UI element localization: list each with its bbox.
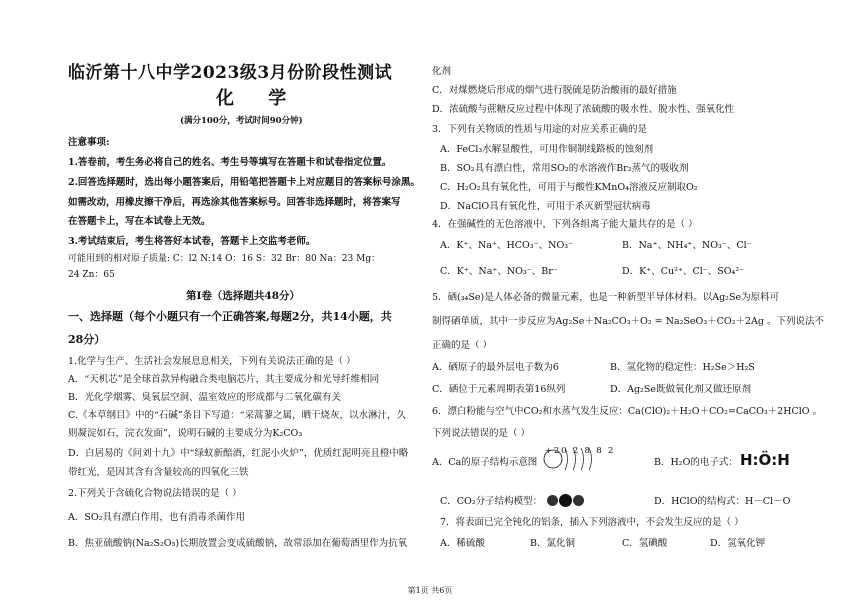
q7-option-d: D．氢氧化钾 bbox=[710, 538, 766, 549]
q7-stem: 7．将表面已完全钝化的铝条，插入下列溶液中，不会发生反应的是（ ） bbox=[440, 517, 744, 528]
q3-option-a: A．FeCl₃水解显酸性，可用作铜制线路板的蚀刻剂 bbox=[440, 144, 654, 155]
q3-option-c: C．H₂O₂具有氧化性，可用于与酸性KMnO₄溶液反应制取O₂ bbox=[440, 182, 698, 193]
q4-option-d: D．K⁺、Cu²⁺、Cl⁻、SO₄²⁻ bbox=[622, 266, 745, 277]
q3-option-d: D．NaClO具有氧化性，可用于杀灭新型冠状病毒 bbox=[440, 201, 651, 212]
q1-option-c-b: 则凝淀如石，浣衣发面”，说明石碱的主要成分为K₂CO₃ bbox=[68, 428, 303, 439]
note-2a: 2.回答选择题时，选出每小题答案后，用铅笔把答题卡上对应题目的答案标号涂黑。 bbox=[68, 177, 420, 188]
q6-option-d: D．HClO的结构式：H－Cl－O bbox=[654, 496, 791, 507]
q7-option-a: A．稀硫酸 bbox=[440, 538, 485, 549]
q2-option-c: C．对煤燃烧后形成的烟气进行脱硫是防治酸雨的最好措施 bbox=[432, 85, 677, 96]
note-2b: 如需改动，用橡皮擦干净后，再选涂其他答案标号。回答非选择题时，将答案写 bbox=[68, 197, 401, 208]
page-footer: 第1页 共6页 bbox=[407, 586, 453, 595]
q6-stem-a: 6．漂白粉能与空气中CO₂和水蒸气发生反应：Ca(ClO)₂＋H₂O＋CO₂=CaCO₃＋2HClO 。 bbox=[432, 406, 823, 417]
q4-option-a: A．K⁺、Na⁺、HCO₃⁻、NO₃⁻ bbox=[440, 240, 574, 251]
q1-option-a: A．“天机芯”是全球首款异构融合类电脑芯片，其主要成分和光导纤维相同 bbox=[68, 374, 380, 385]
q5-option-a: A．硒原子的最外层电子数为6 bbox=[432, 362, 559, 373]
note-2c: 在答题卡上，写在本试卷上无效。 bbox=[68, 216, 211, 227]
q1-option-b: B．光化学烟雾、臭氧层空洞、温室效应的形成都与二氧化碳有关 bbox=[68, 392, 341, 403]
q4-option-c: C．K⁺、Na⁺、NO₃⁻、Br⁻ bbox=[440, 266, 558, 277]
q5-option-d: D．Ag₂Se既做氧化剂又做还原剂 bbox=[610, 384, 751, 395]
q2-option-b-cont: 化剂 bbox=[432, 66, 452, 77]
q7-option-c: C．氢碘酸 bbox=[622, 538, 668, 549]
q3-stem: 3．下列有关物质的性质与用途的对应关系正确的是 bbox=[432, 124, 648, 135]
q6-option-a: A．Ca的原子结构示意图 bbox=[432, 457, 538, 468]
subject-title: 化 学 bbox=[216, 88, 301, 109]
score-time: (满分100分，考试时间90分钟) bbox=[180, 116, 303, 126]
q5-option-c: C．硒位于元素周期表第16纵列 bbox=[432, 384, 566, 395]
q5-stem-b: 制得硒单质，其中一步反应为Ag₂Se＋Na₂CO₃＋O₂ = Na₂SeO₃＋CO₂＋2Ag 。下列说法不 bbox=[432, 316, 825, 327]
co2-oxygen-right bbox=[573, 495, 584, 506]
notes-heading: 注意事项: bbox=[68, 137, 110, 148]
q7-option-b: B．氯化铜 bbox=[530, 538, 575, 549]
co2-oxygen-left bbox=[547, 495, 558, 506]
q2-stem: 2.下列关于含硫化合物说法错误的是（ ） bbox=[68, 488, 242, 499]
exam-title: 临沂第十八中学2023级3月份阶段性测试 bbox=[68, 63, 393, 83]
q5-stem-a: 5．硒(₃₄Se)是人体必备的微量元素，也是一种新型半导体材料。以Ag₂Se为原料可 bbox=[432, 292, 780, 303]
q4-stem: 4．在强碱性的无色溶液中，下列各组离子能大量共存的是（ ） bbox=[432, 219, 698, 230]
q1-option-c-a: C.《本草纲目》中的“石碱”条目下写道：“采蒿蓼之属，晒干烧灰，以水淋汁，久 bbox=[68, 410, 407, 421]
co2-model-icon bbox=[547, 493, 587, 507]
part1-heading: 第Ⅰ卷（选择题共48分） bbox=[186, 290, 301, 302]
q6-stem-b: 下列说法错误的是（ ） bbox=[432, 428, 531, 439]
q2-option-d: D．浓硫酸与蔗糖反应过程中体现了浓硫酸的吸水性、脱水性、强氧化性 bbox=[432, 104, 735, 115]
section-b: 28分） bbox=[68, 333, 106, 346]
h2o-electron-formula: H:Ö:H bbox=[740, 451, 790, 469]
q5-option-b: B．氢化物的稳定性：H₂Se＞H₂S bbox=[610, 362, 755, 373]
section-a: 一、选择题（每个小题只有一个正确答案,每题2分，共14小题，共 bbox=[68, 310, 392, 323]
q1-option-d-b: 带红光，是因其含有含量较高的四氧化三铁 bbox=[68, 467, 249, 478]
q2-option-a: A．SO₂具有漂白作用，也有消毒杀菌作用 bbox=[68, 512, 245, 523]
q1-option-d-a: D．白居易的《问刘十九》中“绿蚁新醅酒，红泥小火炉”，优质红泥明亮且橙中略 bbox=[68, 448, 409, 459]
q6-option-b: B．H₂O的电子式： bbox=[654, 457, 738, 468]
q6-option-c: C．CO₂分子结构模型： bbox=[440, 496, 543, 507]
atomic-masses-a: 可能用到的相对原子质量: C：l2 N:14 O：16 S：32 Br：80 Na：23 Mg： bbox=[68, 254, 381, 264]
q5-stem-c: 正确的是（ ） bbox=[432, 340, 493, 351]
q2-option-b: B．焦亚硫酸钠(Na₂S₂O₅)长期放置会变成硫酸钠，故常添加在葡萄酒里作为抗氧 bbox=[68, 538, 408, 549]
ca-diagram-label: +20 2 8 8 2 bbox=[545, 446, 616, 456]
note-1: 1.答卷前，考生务必将自己的姓名、考生号等填写在答题卡和试卷指定位置。 bbox=[68, 157, 392, 168]
atomic-masses-b: 24 Zn：65 bbox=[68, 270, 115, 280]
q3-option-b: B．SO₂具有漂白性，常用SO₂的水溶液作Br₂蒸气的吸收剂 bbox=[440, 163, 689, 174]
co2-carbon bbox=[559, 494, 572, 507]
q4-option-b: B．Na⁺、NH₄⁺、NO₃⁻、Cl⁻ bbox=[622, 240, 752, 251]
q1-stem: 1.化学与生产、生活社会发展息息相关，下列有关说法正确的是（ ） bbox=[68, 356, 356, 367]
note-3: 3.考试结束后，考生将答好本试卷，答题卡上交监考老师。 bbox=[68, 236, 316, 247]
